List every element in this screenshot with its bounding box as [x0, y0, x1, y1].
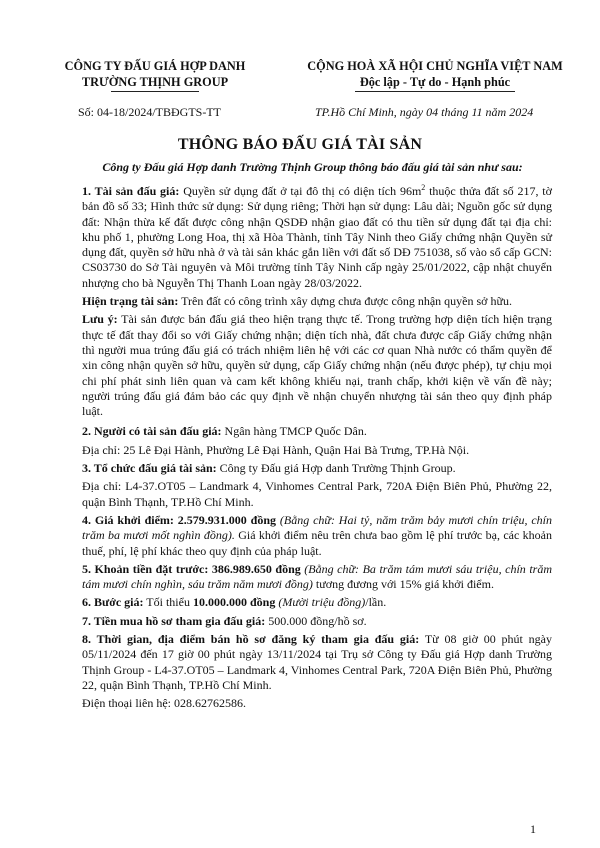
document-title: THÔNG BÁO ĐẤU GIÁ TÀI SẢN — [177, 136, 423, 153]
section-text: /lần. — [365, 595, 387, 610]
section-text: Trên đất có công trình xây dựng chưa được công nhận quyền sở hữu. — [178, 294, 512, 309]
section-bid-step — [82, 595, 552, 610]
section-label: 8. Thời gian, địa điểm bán hồ sơ đăng ký tham gia đấu giá: — [82, 632, 420, 647]
section-label: 6. Bước giá: — [82, 595, 144, 610]
company-header — [40, 58, 270, 92]
section-asset — [82, 180, 552, 291]
contact-phone: Điện thoại liên hệ: 028.62762586. — [82, 696, 246, 711]
reference-number: Số: 04-18/2024/TBĐGTS-TT — [78, 105, 221, 119]
section-text: Giá khởi điểm nêu trên chưa bao gồm lệ phí trước bạ, các khoản thuế, phí, lệ phí khác theo quy định của pháp luật. — [82, 528, 552, 558]
section-label: 4. Giá khởi điểm: 2.579.931.000 đồng — [82, 512, 277, 527]
asset-owner-address: Địa chỉ: 25 Lê Đại Hành, Phường Lê Đại Hành, Quận Hai Bà Trưng, TP.Hà Nội. — [82, 442, 470, 457]
auction-org-address: Địa chỉ: L4-37.OT05 – Landmark 4, Vinhomes Central Park, 720A Điện Biên Phủ, Phường 22, quận Bình Thạnh, TP.Hồ Chí Minh. — [82, 479, 552, 509]
section-text: Tối thiểu — [143, 595, 193, 610]
amount-in-words: (Mười triệu đồng) — [275, 595, 366, 610]
page-number: 1 — [530, 822, 536, 836]
section-asset-owner — [82, 424, 552, 439]
section-asset-status — [82, 294, 552, 309]
amount-in-words: (Bằng chữ: Ba trăm tám mươi sáu triệu, chín trăm tám mươi chín nghìn, sáu trăm năm mươi đồng) — [82, 561, 552, 592]
section-text: Ngân hàng TMCP Quốc Dân. — [221, 424, 367, 439]
section-text: Từ 08 giờ 00 phút ngày 05/11/2024 đến 17 giờ 00 phút ngày 13/11/2024 tại Trụ sở Công ty Đấu giá Hợp danh Trường Thịnh Group - L4-37.OT05 – Landmark 4, Vinhomes Central Park, 720A Điện Biên Phủ, Phường 22, quận Bình Thạnh, TP.Hồ Chí Minh. — [82, 632, 552, 692]
nation-motto: Độc lập - Tự do - Hạnh phúc — [359, 75, 511, 89]
section-text: Quyền sử dụng đất ở tại đô thị có diện tích 96m — [179, 184, 422, 198]
section-registration — [82, 632, 552, 693]
section-auction-org — [82, 461, 552, 476]
document-subtitle: Công ty Đấu giá Hợp danh Trường Thịnh Group thông báo đấu giá tài sản như sau: — [102, 160, 523, 174]
section-dossier-fee — [82, 614, 552, 629]
section-deposit — [82, 562, 552, 593]
document-body — [82, 180, 552, 715]
section-label: Lưu ý: — [82, 312, 118, 327]
section-text: thuộc thửa đất số 217, tờ bản đồ số 33; Hình thức sử dụng: Sử dụng riêng; Thời hạn sử dụng: Lâu dài; Nguồn gốc sử dụng đất: Nhận thừa kế đất được công nhận QSDĐ nhận giao đất có thu tiền sử dụng đất tại địa chỉ: khu phố 1, phường Long Hoa, thị xã Hòa Thành, tỉnh Tây Ninh theo Giấy chứng nhận Quyền sử dụng đất, quyền sở hữu nhà ở và tài sản khác gắn liền với đất số DĐ 751038, số vào sổ cấp GCN: CS03730 do Sở Tài nguyên và Môi trường tỉnh Tây Ninh cấp ngày 25/01/2022, cập nhật chuyển nhượng cho bà Nguyễn Thị Thanh Loan ngày 28/03/2022. — [82, 184, 552, 290]
section-text: 500.000 đồng/hồ sơ. — [265, 613, 367, 628]
section-label: Hiện trạng tài sản: — [82, 294, 179, 309]
section-label: 5. Khoản tiền đặt trước: 386.989.650 đồng — [82, 561, 301, 576]
section-note — [82, 312, 552, 419]
national-header — [285, 58, 585, 92]
section-label: 7. Tiền mua hồ sơ tham gia đấu giá: — [82, 613, 266, 628]
section-label: 1. Tài sản đấu giá: — [82, 184, 180, 198]
superscript: 2 — [421, 183, 426, 192]
company-underline — [111, 91, 199, 92]
section-text: tương đương với 15% giá khởi điểm. — [312, 577, 494, 592]
motto-underline — [355, 91, 515, 92]
company-name-line1: CÔNG TY ĐẤU GIÁ HỢP DANH — [64, 59, 246, 73]
section-label: 2. Người có tài sản đấu giá: — [82, 424, 222, 439]
section-label: 3. Tổ chức đấu giá tài sản: — [82, 461, 217, 476]
section-text: Tài sản được bán đấu giá theo hiện trạng thực tế. Trong trường hợp diện tích hiện trạng thực tế đất thay đổi so với Giấy chứng nhận; diện tích nhà, đất chưa được cấp Giấy chứng nhận thì người mua trúng đấu giá có trách nhiệm liên hệ với các cơ quan Nhà nước có thẩm quyền để xin công nhận quyền sở hữu, quyền sử dụng, cấp Giấy chứng nhận (nếu được phép), tự chịu mọi chi phí phát sinh liên quan và cam kết không khiếu nại, tranh chấp, khởi kiện về vấn đề này; người trúng đấu giá đảm bảo các quy định về nhận chuyển nhượng tài sản theo quy định pháp luật. — [82, 312, 552, 419]
amount-in-words: (Bằng chữ: Hai tỷ, năm trăm bảy mươi chín triệu, chín trăm ba mươi mốt nghìn đồng). — [82, 512, 553, 543]
nation-title: CỘNG HOÀ XÃ HỘI CHỦ NGHĨA VIỆT NAM — [307, 59, 563, 73]
bid-step-amount: 10.000.000 đồng — [192, 595, 276, 610]
issue-date: TP.Hồ Chí Minh, ngày 04 tháng 11 năm 2024 — [315, 105, 534, 119]
section-starting-price — [82, 513, 552, 559]
section-text: Công ty Đấu giá Hợp danh Trường Thịnh Group. — [216, 461, 456, 476]
company-name-line2: TRƯỜNG THỊNH GROUP — [81, 75, 229, 89]
